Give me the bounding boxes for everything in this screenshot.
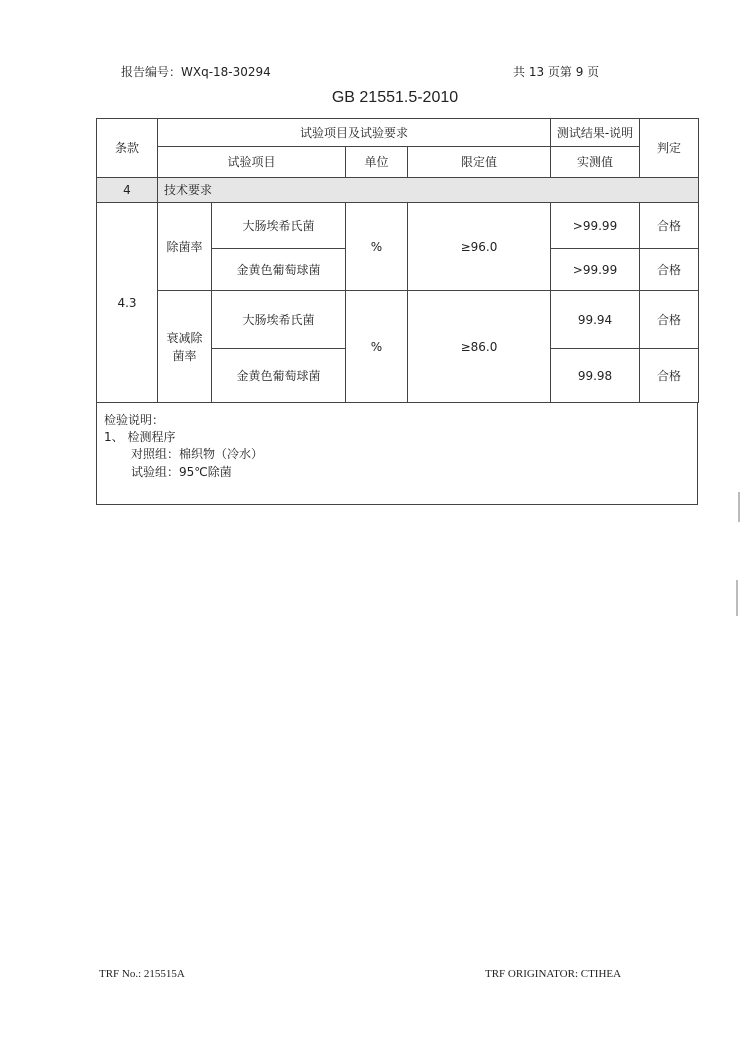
- measured-value: 99.98: [551, 349, 640, 403]
- judgement: 合格: [640, 203, 699, 249]
- group-name: [158, 291, 212, 403]
- standard-title: GB 21551.5-2010: [331, 89, 459, 106]
- limit: ≥96.0: [408, 203, 551, 291]
- clause-cell: 4.3: [97, 203, 158, 403]
- header-test-result: 测试结果-说明: [551, 119, 640, 147]
- table-row: [97, 291, 699, 349]
- group-name-line2: 菌率: [172, 348, 197, 363]
- judgement: 合格: [640, 291, 699, 349]
- notes-heading: 检验说明：: [104, 413, 165, 427]
- judgement: 合格: [640, 349, 699, 403]
- page-info: 共 13 页第 9 页: [513, 65, 600, 79]
- report-number: 报告编号：WXq-18-30294: [121, 65, 271, 79]
- unit: %: [346, 203, 408, 291]
- header-test-item: 试验项目: [158, 147, 346, 178]
- judgement: 合格: [640, 249, 699, 291]
- header-items-requirements: 试验项目及试验要求: [158, 119, 551, 147]
- header-clause: 条款: [97, 119, 158, 178]
- table-row: [97, 203, 699, 249]
- trf-originator: TRF ORIGINATOR: CTIHEA: [485, 968, 622, 980]
- scan-edge-mark: [738, 492, 740, 522]
- scan-edge-mark: [736, 580, 738, 616]
- notes-test-group: 试验组：95℃除菌: [131, 465, 232, 479]
- section-title: 技术要求: [158, 178, 699, 203]
- organism: 金黄色葡萄球菌: [212, 349, 346, 403]
- organism: 大肠埃希氏菌: [212, 203, 346, 249]
- organism: 金黄色葡萄球菌: [212, 249, 346, 291]
- measured-value: >99.99: [551, 249, 640, 291]
- header-limit: 限定值: [408, 147, 551, 178]
- measured-value: 99.94: [551, 291, 640, 349]
- header-judgement: 判定: [640, 119, 699, 178]
- unit: %: [346, 291, 408, 403]
- notes-control-group: 对照组：棉织物（冷水）: [131, 447, 264, 461]
- limit: ≥86.0: [408, 291, 551, 403]
- section-row: [97, 178, 699, 203]
- group-name-line1: 衰减除: [166, 330, 203, 345]
- group-name: 除菌率: [158, 203, 212, 291]
- organism: 大肠埃希氏菌: [212, 291, 346, 349]
- section-clause: 4: [97, 178, 158, 203]
- header-measured: 实测值: [551, 147, 640, 178]
- notes-item-1: 1、 检测程序: [104, 430, 176, 444]
- header-unit: 单位: [346, 147, 408, 178]
- inspection-notes: [96, 403, 698, 505]
- trf-number: TRF No.: 215515A: [99, 968, 185, 980]
- test-results-table: [96, 118, 699, 403]
- measured-value: >99.99: [551, 203, 640, 249]
